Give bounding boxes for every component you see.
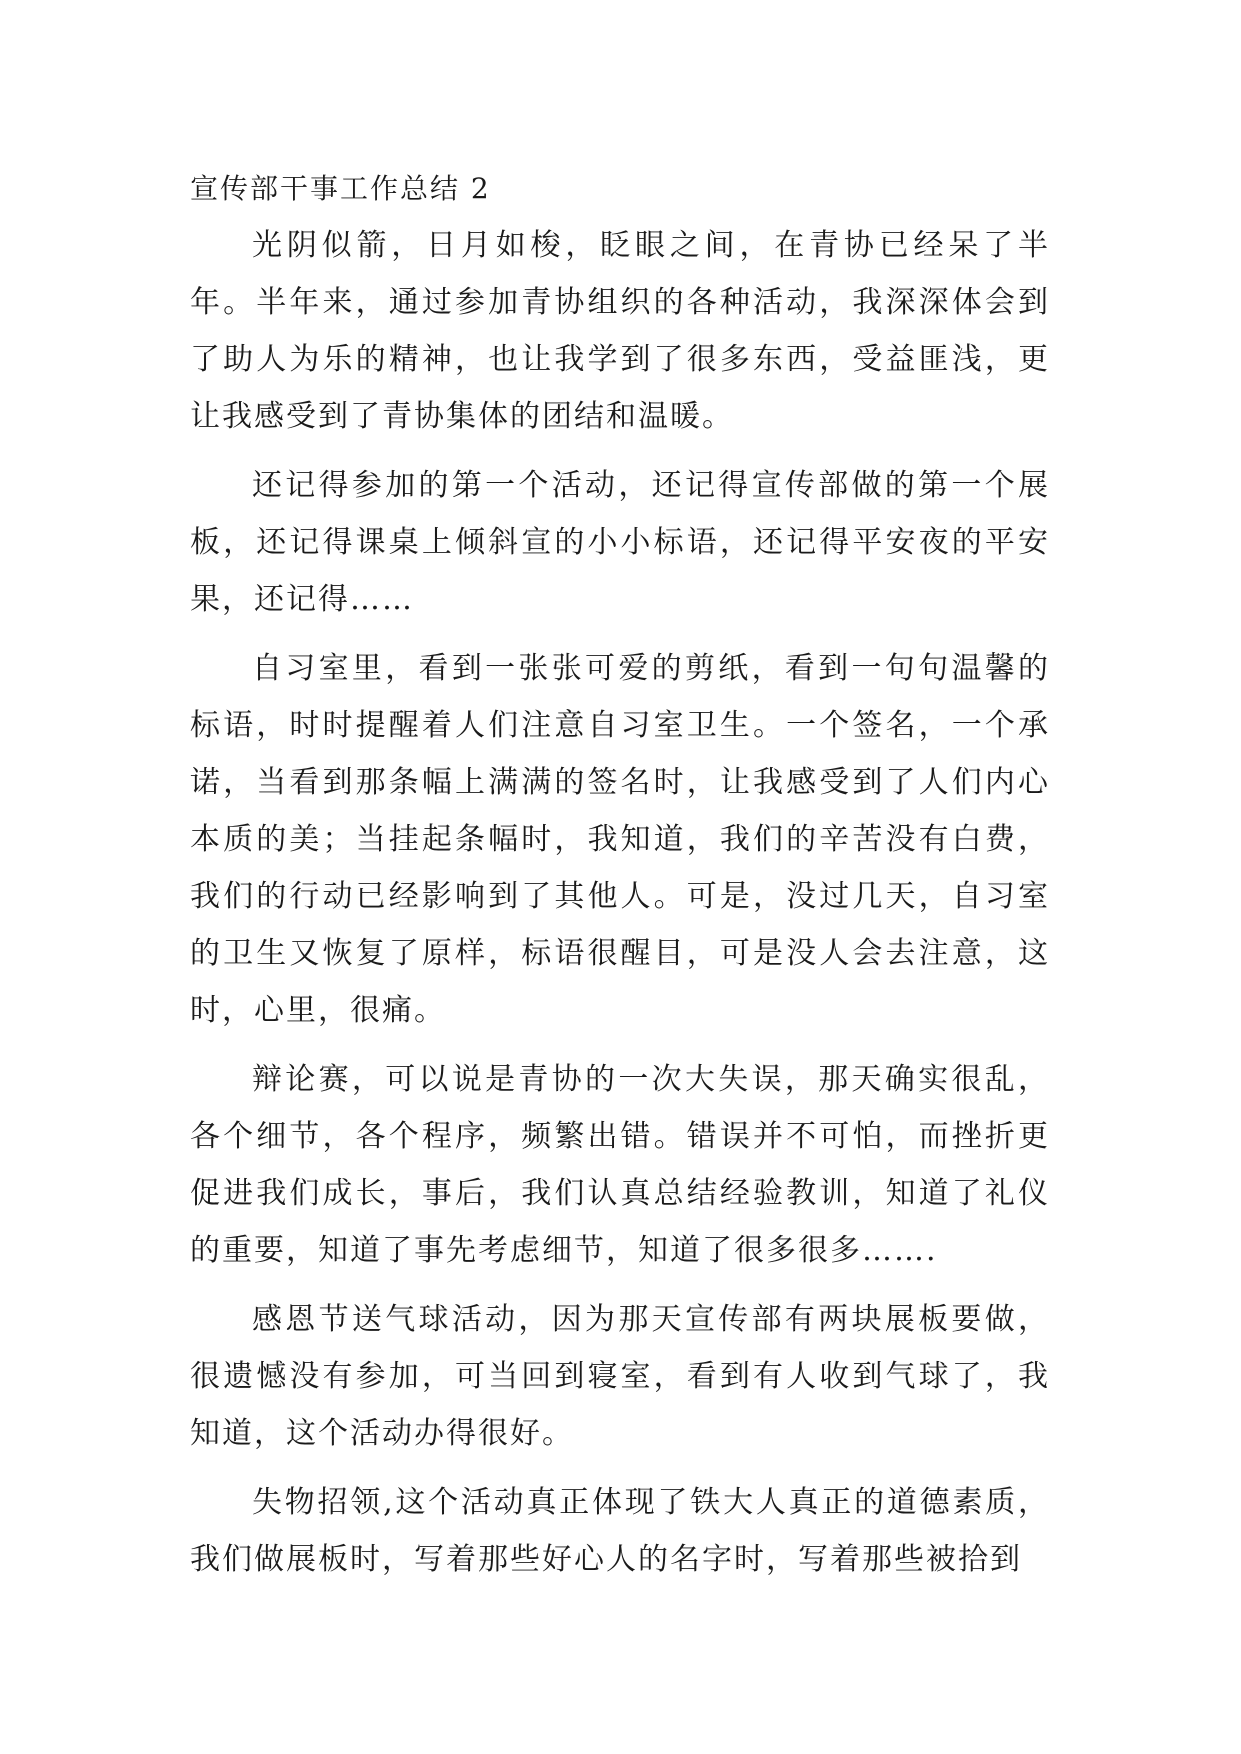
paragraph-6: 失物招领,这个活动真正体现了铁大人真正的道德素质，我们做展板时，写着那些好心人的名字时，写着那些被拾到 [190, 1485, 1050, 1577]
paragraph-4: 辩论赛，可以说是青协的一次大失误，那天确实很乱，各个细节，各个程序，频繁出错。错误并不可怕，而挫折更促进我们成长，事后，我们认真总结经验教训，知道了礼仪的重要，知道了事先考虑细节，知道了很多很多……. [190, 1062, 1050, 1268]
paragraph-2: 还记得参加的第一个活动，还记得宣传部做的第一个展板，还记得课桌上倾斜宣的小小标语，还记得平安夜的平安果，还记得…… [190, 468, 1050, 617]
paragraph-1: 光阴似箭，日月如梭，眨眼之间，在青协已经呆了半年。半年来，通过参加青协组织的各种活动，我深深体会到了助人为乐的精神，也让我学到了很多东西，受益匪浅，更让我感受到了青协集体的团结和温暖。 [190, 228, 1050, 434]
document-title: 宣传部干事工作总结 2 [190, 172, 491, 205]
paragraph-3: 自习室里，看到一张张可爱的剪纸，看到一句句温馨的标语，时时提醒着人们注意自习室卫生。一个签名，一个承诺，当看到那条幅上满满的签名时，让我感受到了人们内心本质的美；当挂起条幅时，我知道，我们的辛苦没有白费，我们的行动已经影响到了其他人。可是，没过几天，自习室的卫生又恢复了原样，标语很醒目，可是没人会去注意，这时，心里，很痛。 [190, 651, 1050, 1028]
document-body [190, 160, 1050, 1600]
paragraph-5: 感恩节送气球活动，因为那天宣传部有两块展板要做，很遗憾没有参加，可当回到寝室，看到有人收到气球了，我知道，这个活动办得很好。 [190, 1302, 1050, 1451]
